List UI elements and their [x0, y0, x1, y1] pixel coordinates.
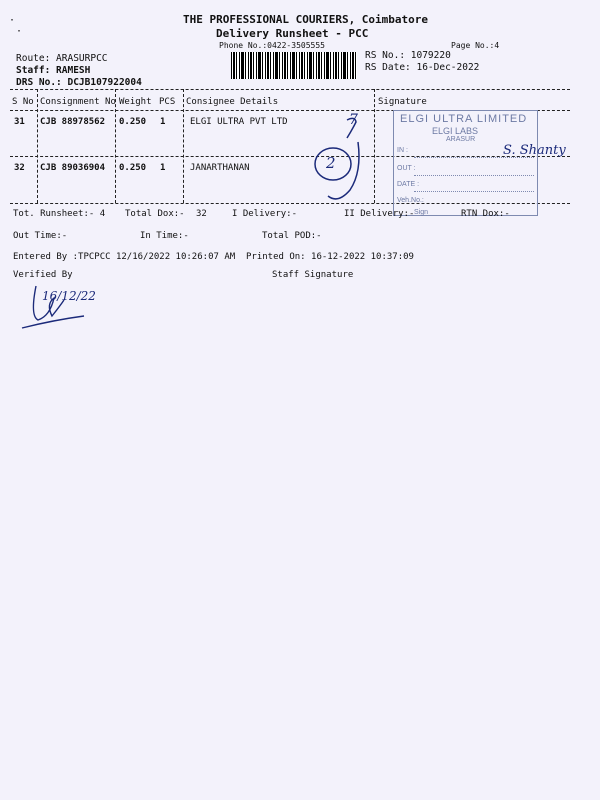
- handwritten-row2-mark: 2: [326, 154, 336, 172]
- stamp-line: [414, 191, 534, 192]
- row-consignment: CJB 89036904: [40, 163, 106, 173]
- col-header-consignee: Consignee Details: [186, 97, 279, 107]
- row-sno: 31: [14, 117, 25, 127]
- total-dox-value: 32: [196, 209, 207, 219]
- row-consignee: JANARTHANAN: [190, 163, 250, 173]
- col-header-signature: Signature: [378, 97, 427, 107]
- printed-on: Printed On: 16-12-2022 10:37:09: [246, 252, 414, 262]
- row-pcs: 1: [160, 117, 166, 127]
- rtn-dox: RTN Dox:-: [461, 209, 510, 219]
- handwritten-row1-mark: 7: [349, 112, 358, 128]
- receiver-signature: S. Shanty: [503, 143, 566, 158]
- stamp-date-label: DATE :: [397, 181, 420, 188]
- verified-by-label: Verified By: [13, 270, 73, 280]
- row-pcs: 1: [160, 163, 166, 173]
- document-title: Delivery Runsheet - PCC: [216, 27, 369, 40]
- stamp-out-label: OUT :: [397, 165, 416, 172]
- stamp-line: [414, 175, 534, 176]
- divider: [10, 89, 570, 90]
- entered-by: Entered By :TPCPCC 12/16/2022 10:26:07 AM: [13, 252, 236, 262]
- stamp-in-label: IN :: [397, 147, 408, 154]
- column-divider: [374, 89, 375, 203]
- row-sno: 32: [14, 163, 25, 173]
- staff-signature-label: Staff Signature: [272, 270, 354, 280]
- company-name: THE PROFESSIONAL COURIERS, Coimbatore: [183, 13, 429, 26]
- row-consignee: ELGI ULTRA PVT LTD: [190, 117, 288, 127]
- staff: Staff: RAMESH: [16, 65, 91, 76]
- stamp-line3: ARASUR: [446, 136, 476, 143]
- col-header-pcs: PCS: [159, 97, 176, 107]
- scan-mark: ·: [9, 15, 16, 26]
- ii-delivery: II Delivery:-: [344, 209, 415, 219]
- barcode: [231, 52, 357, 79]
- column-divider: [183, 89, 184, 203]
- out-time: Out Time:-: [13, 231, 68, 241]
- col-header-consignment: Consignment No: [40, 97, 116, 107]
- stamp-veh-label: Veh.No.:: [397, 197, 424, 204]
- row-consignment: CJB 88978562: [40, 117, 106, 127]
- stamp-line2: ELGI LABS: [432, 126, 479, 136]
- col-header-weight: Weight: [119, 97, 152, 107]
- verified-date: 16/12/22: [42, 289, 96, 303]
- drs-number: DRS No.: DCJB107922004: [16, 77, 142, 88]
- verifier-signature: [14, 276, 114, 338]
- rs-number: RS No.: 1079220: [365, 50, 451, 61]
- scan-mark: ·: [16, 26, 23, 37]
- stamp-sign-label: Sign: [414, 209, 429, 216]
- stamp-line1: ELGI ULTRA LIMITED: [400, 113, 528, 125]
- rs-date: RS Date: 16-Dec-2022: [365, 62, 480, 73]
- col-header-sno: S No: [12, 97, 34, 107]
- company-stamp: [393, 110, 538, 216]
- total-dox-label: Total Dox:-: [125, 209, 185, 219]
- column-divider: [37, 89, 38, 203]
- row-weight: 0.250: [119, 163, 147, 173]
- route: Route: ARASURPCC: [16, 53, 108, 64]
- row-weight: 0.250: [119, 117, 147, 127]
- i-delivery: I Delivery:-: [232, 209, 298, 219]
- page-number: Page No.:4: [451, 41, 500, 50]
- in-time: In Time:-: [140, 231, 189, 241]
- tot-runsheet: Tot. Runsheet:- 4: [13, 209, 106, 219]
- phone-number: Phone No.:0422-3505555: [219, 41, 325, 50]
- total-pod: Total POD:-: [262, 231, 322, 241]
